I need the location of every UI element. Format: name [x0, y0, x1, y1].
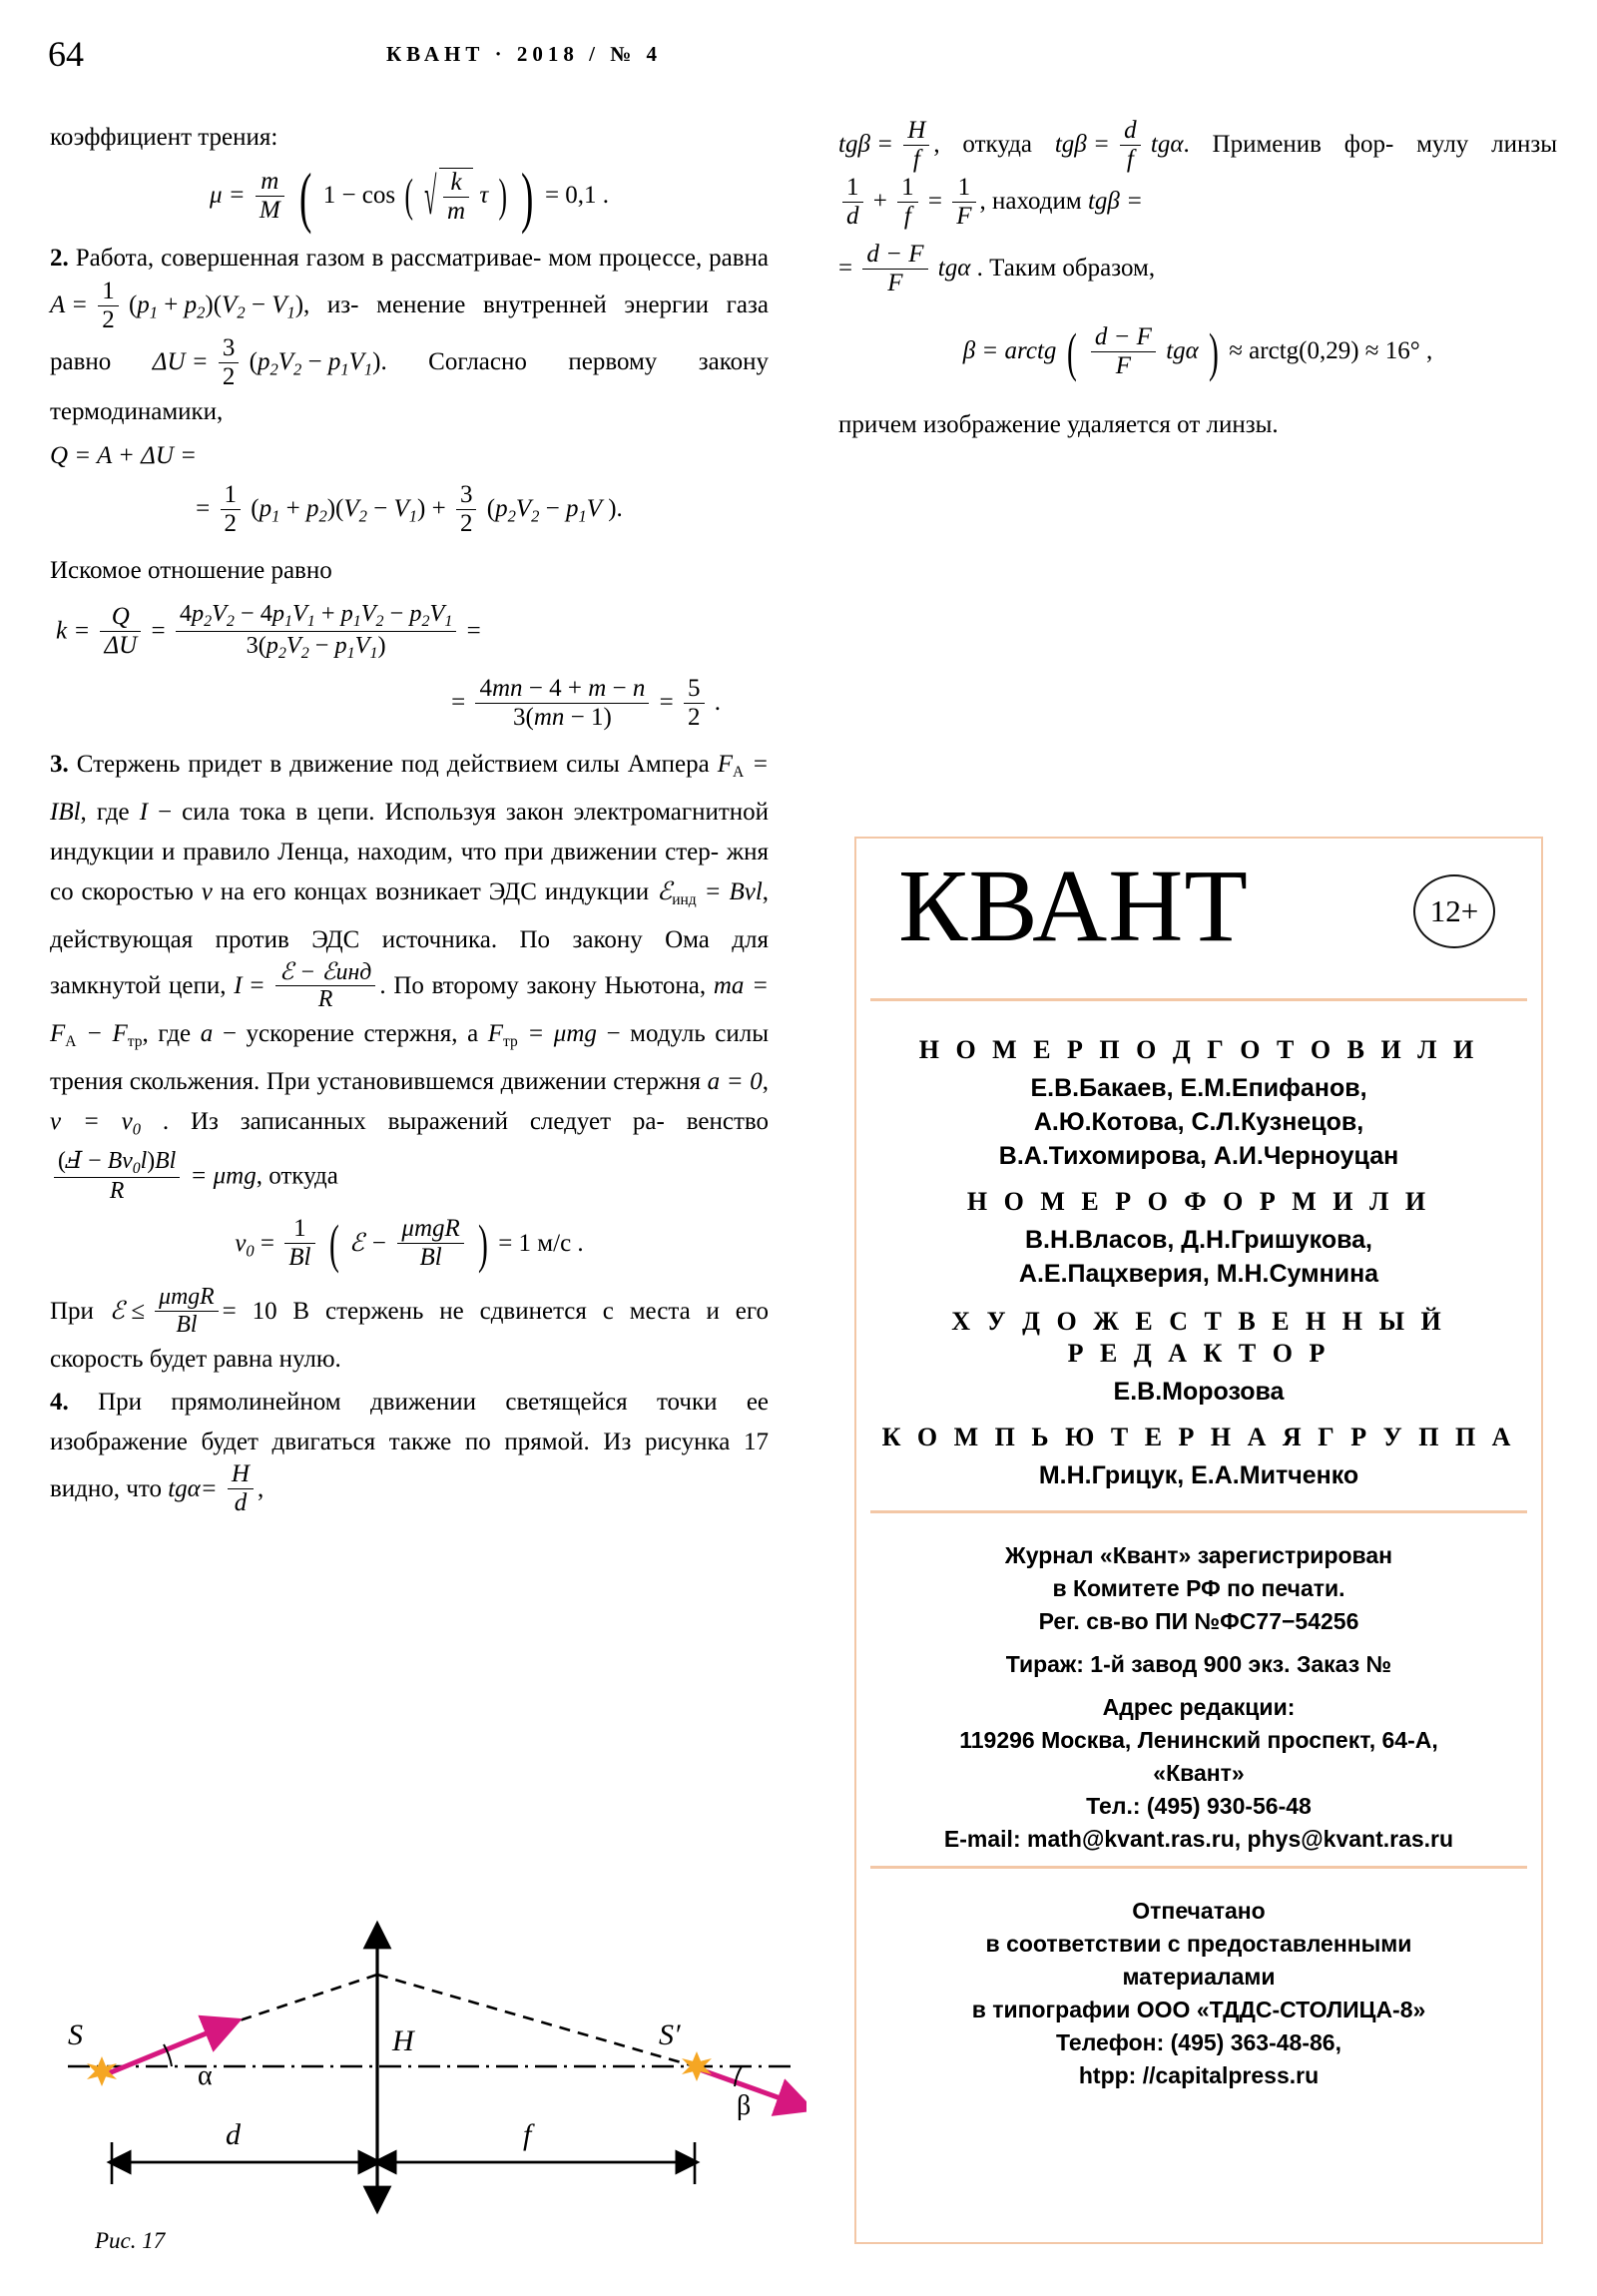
problem-3-text-f: правило Ленца, находим, что при движении стер-	[183, 838, 720, 865]
eq-v0-result: = 1 м/с .	[498, 1229, 584, 1257]
equation-k-result	[50, 676, 721, 733]
paren-close-inner-icon: )	[498, 171, 507, 223]
eq-tg-beta2-lead: tgβ =	[1054, 131, 1110, 159]
eq-v0-subscript: 0	[246, 1241, 255, 1260]
eq-mu-m: m	[261, 167, 279, 195]
running-head: КВАНТ · 2018 / № 4	[385, 42, 663, 66]
eq-lens-plus: +	[872, 188, 887, 216]
problem-4-text-b: точки ее изображение будет двигаться также по	[50, 1388, 770, 1455]
label-S-prime: S′	[659, 2018, 681, 2051]
intro-line: коэффициент трения:	[50, 124, 278, 151]
problem-3-text-t: венство	[686, 1108, 770, 1136]
eq-k2-den: 3(mn − 1)	[475, 703, 649, 732]
eq-r3-tga: tgα	[937, 255, 971, 283]
eq-A-inline	[50, 279, 303, 335]
problem-3-text-p: − модуль силы трения скольжения.	[50, 1020, 770, 1096]
eq-k-lead: k =	[56, 617, 91, 645]
printing-line: Отпечатано	[1132, 1898, 1266, 1924]
eq-a-zero: a = 0	[707, 1068, 763, 1096]
address-line: 119296 Москва, Ленинский проспект, 64-А,	[959, 1727, 1438, 1753]
eq-v0-num2: μmgR	[401, 1215, 460, 1242]
symbol-a: a	[200, 1020, 214, 1048]
eq-k2-eq2: =	[659, 689, 674, 717]
eq-k-dU: ΔU	[100, 631, 141, 660]
eq-v0-den2: Bl	[397, 1243, 463, 1272]
paren-open-arctg-icon: (	[1066, 321, 1077, 382]
problem-2-text-a: Работа, совершенная газом в рассматривае-	[75, 245, 542, 272]
divider-top	[870, 998, 1527, 1001]
problem-3-text-d: − сила тока в цепи.	[158, 798, 375, 826]
eq-A-num: 1	[102, 277, 115, 304]
eq-beta-den: F	[1091, 351, 1156, 380]
problem-2-text-d: . Согласно первому закону	[380, 348, 770, 376]
problem-2-text-b: мом процессе, равна	[548, 245, 770, 272]
email-line: E-mail: math@kvant.ras.ru, phys@kvant.ras.ru	[943, 1826, 1454, 1852]
eq-k2-num: 4mn − 4 + m − n	[479, 674, 646, 702]
prepared-heading: Н О М Е Р П О Д Г О Т О В И Л И	[918, 1035, 1479, 1064]
eq-dU-lead: ΔU =	[152, 348, 209, 376]
paren-close-arctg-icon: )	[1209, 321, 1219, 382]
age-rating-badge: 12+	[1413, 874, 1495, 948]
eq-lens-n3: 1	[957, 173, 971, 201]
address-block	[872, 1724, 1525, 1790]
eq-emf-body: = Bvl	[704, 877, 763, 905]
eq-mu-mm: m	[443, 197, 469, 226]
eq-dU-num: 3	[222, 333, 236, 361]
problem-3-text-o: − ускорение стержня, а	[222, 1020, 479, 1048]
printing-block	[872, 1895, 1525, 2092]
problem-3-text-i: ЭДС индукции	[488, 877, 650, 905]
eq-tg-beta-lead: tgβ =	[838, 131, 894, 159]
eq-mu-lead: μ =	[209, 182, 246, 210]
condition-text-a: При	[50, 1297, 94, 1325]
eq-v-v0: v = v	[50, 1108, 133, 1136]
eq-Q2-body1: $(p_1 + p_2)(V_2 - V_1)$ +	[251, 495, 446, 526]
paren-close-v0-icon: )	[478, 1214, 488, 1275]
eq-tg-beta-den: f	[903, 145, 929, 174]
condition-text-b: = 10 В стержень не сдвинется с	[222, 1297, 614, 1325]
right-text-b: . Применив фор-	[1183, 131, 1394, 159]
printing-section	[856, 1883, 1541, 2102]
optics-diagram-svg	[48, 1897, 806, 2226]
equation-beta-arctg	[838, 321, 1557, 382]
eq-Q2-num2: 3	[459, 480, 473, 508]
problem-3-comma: ,	[762, 1068, 769, 1096]
eq-lens-d2: f	[897, 202, 918, 231]
divider-middle	[870, 1510, 1527, 1513]
eq-v0-num: 1	[293, 1215, 306, 1242]
eq-ma-sub2: тр	[127, 1033, 143, 1051]
eq-FA-sub: A	[733, 763, 745, 781]
problem-3-text-q: При установившемся движении стержня	[266, 1068, 702, 1096]
figure-caption: Рис. 17	[95, 2228, 166, 2253]
problem-2-number: 2.	[50, 245, 69, 272]
eq-r3-num: d − F	[866, 240, 924, 268]
eq-balance-rhs: = μmg	[190, 1162, 257, 1190]
problem-3-text-a: Стержень придет в движение под действием	[76, 751, 559, 779]
ratio-lead: Искомое отношение равно	[50, 557, 332, 584]
designed-heading: Н О М Е Р О Ф О Р М И Л И	[966, 1187, 1431, 1216]
eq-tg-alpha-den: d	[228, 1488, 254, 1517]
eq-FA-body: = IBl	[50, 751, 770, 826]
equation-mu	[50, 159, 769, 235]
eq-Q2-den2: 2	[456, 509, 477, 538]
label-alpha: α	[198, 2060, 213, 2091]
masthead	[856, 851, 1541, 998]
eq-k2-res-den: 2	[684, 703, 705, 732]
problem-2-text-e: термодинамики,	[50, 398, 224, 425]
page-number: 64	[48, 34, 84, 74]
prepared-names	[872, 1071, 1525, 1173]
credits-section	[856, 1015, 1541, 1510]
eq-mu-M: M	[256, 196, 284, 225]
prepared-name-line: Е.В.Бакаев, Е.М.Епифанов,	[1030, 1074, 1367, 1102]
problem-3-number: 3.	[50, 751, 69, 779]
eq-Q2-eqsign: =	[196, 495, 211, 523]
symbol-I: I	[139, 798, 149, 826]
right-paragraph-1	[838, 118, 1557, 232]
page-header	[0, 34, 1597, 74]
condition-paragraph	[50, 1286, 769, 1380]
eq-tg-beta2-inline	[1055, 118, 1184, 175]
printing-line: материалами	[1122, 1964, 1276, 1990]
registration-section	[856, 1527, 1541, 1866]
problem-2-tail: , из-	[303, 291, 359, 319]
label-S: S	[68, 2018, 83, 2051]
equation-tgbeta-result	[838, 242, 1557, 298]
eq-Q-lead: Q = A + ΔU =	[50, 442, 198, 469]
right-text-d: , находим	[979, 188, 1082, 216]
eq-lens-n1: 1	[846, 173, 859, 201]
eq-condition-inline	[110, 1286, 223, 1340]
prepared-name-line: А.Ю.Котова, С.Л.Кузнецов,	[1033, 1108, 1364, 1136]
colophon-box	[854, 837, 1543, 2244]
eq-beta-num: d − F	[1094, 322, 1152, 350]
problem-3-text-n: , где	[142, 1020, 192, 1048]
eq-k2-eqsign: =	[451, 689, 466, 717]
eq-A-lead: A =	[50, 291, 88, 319]
problem-4-comma: ,	[257, 1474, 265, 1502]
art-editor-heading-1: Х У Д О Ж Е С Т В Е Н Н Ы Й	[951, 1307, 1446, 1336]
computer-group-names: М.Н.Грицук, Е.А.Митченко	[1038, 1461, 1359, 1489]
problem-3-text-s: . Из записанных выражений следует ра-	[162, 1108, 665, 1136]
eq-balance-num: (Ⅎ − $Bv_0l)Bl$	[58, 1147, 177, 1177]
problem-4-text-a: При прямолинейном движении светящейся	[98, 1388, 628, 1416]
address-heading: Адрес редакции:	[1102, 1694, 1296, 1720]
eq-Ftr-body: = μmg	[527, 1020, 597, 1048]
equation-Q-expanded	[50, 482, 769, 539]
paren-open-icon: (	[299, 159, 312, 235]
designed-name-line: В.Н.Власов, Д.Н.Гришукова,	[1025, 1226, 1372, 1254]
paren-close-icon: )	[521, 159, 534, 235]
problem-4-text-c: прямой. Из рисунка 17 видно, что	[50, 1428, 770, 1502]
problem-3-text-g: жня со скоростью	[50, 838, 769, 905]
eq-balance-inline	[50, 1149, 257, 1206]
problem-3-text-j: , действующая против	[50, 877, 770, 953]
ray-refracted-dashed	[377, 1975, 695, 2066]
eq-lens-d1: d	[842, 202, 863, 231]
registration-line: Журнал «Квант» зарегистрирован	[1004, 1542, 1393, 1568]
eq-dU-body: $(p_2V_2 - p_1V_1)$	[249, 348, 381, 379]
ray-incident-dashed	[228, 1975, 377, 2024]
eq-v0-den: Bl	[284, 1243, 314, 1272]
eq-lens-d3: F	[952, 202, 975, 231]
equation-v0	[50, 1214, 769, 1275]
problem-3-text-k: ЭДС источника. По закону Ома для замкнутой	[50, 925, 770, 999]
problem-3-paragraph	[50, 745, 769, 1206]
divider-bottom	[870, 1866, 1527, 1869]
label-d: d	[226, 2118, 241, 2151]
equation-Q	[50, 442, 769, 470]
eq-lens-eqsign: =	[927, 188, 942, 216]
designed-names	[872, 1223, 1525, 1291]
eq-I-lead: I =	[234, 971, 266, 999]
eq-k-Q: Q	[111, 602, 130, 630]
circulation-line: Тираж: 1-й завод 900 экз. Заказ №	[1005, 1651, 1392, 1677]
problem-2-paragraph	[50, 239, 769, 432]
eq-condition-den: Bl	[155, 1311, 218, 1339]
eq-A-body: $(p_1 + p_2)(V_2 - V_1)$	[128, 291, 304, 322]
eq-tg-beta-num: H	[907, 116, 926, 144]
problem-3-text-c: , где	[80, 798, 130, 826]
eq-dU-inline	[153, 335, 381, 392]
problem-3-text-h: на его концах возникает	[220, 877, 481, 905]
art-editor-name: Е.В.Морозова	[1113, 1378, 1285, 1406]
eq-I-inline	[234, 960, 379, 1014]
eq-tg-beta2-tga: tgα	[1150, 131, 1184, 159]
eq-I-den: R	[275, 985, 375, 1013]
problem-3-text-e: Используя закон электромагнитной индукции и	[50, 798, 770, 865]
condition-text-c: места и его скорость будет равна нулю.	[50, 1297, 769, 1373]
eq-tg-alpha-inline	[168, 1462, 258, 1519]
printing-line: в типографии ООО «ТДДС-СТОЛИЦА-8»	[971, 1997, 1426, 2022]
eq-ma-sub: A	[65, 1033, 77, 1051]
eq-tg-alpha-lead: tgα=	[168, 1474, 218, 1502]
registration-line: в Комитете РФ по печати.	[1052, 1575, 1345, 1601]
eq-condition-lead: ℰ ≤	[109, 1297, 145, 1325]
kvant-logo: КВАНТ	[898, 849, 1249, 963]
computer-group-heading: К О М П Ь Ю Т Е Р Н А Я Г Р У П П А	[881, 1423, 1516, 1451]
problem-4-number: 4.	[50, 1388, 69, 1416]
eq-dU-den: 2	[219, 362, 240, 391]
eq-ma-lead: ma = F	[50, 971, 770, 1048]
phone-line: Тел.: (495) 930-56-48	[1086, 1793, 1312, 1819]
problem-4-paragraph	[50, 1383, 769, 1519]
address-line: «Квант»	[1153, 1760, 1245, 1786]
symbol-emf: ℰ	[657, 877, 673, 905]
eq-k-eqsign: =	[151, 617, 166, 645]
eq-mu-result: = 0,1 .	[544, 182, 610, 210]
eq-k-num: $4p_2V_2 - 4p_1V_1 + p_1V_2 - p_2V_1$	[179, 599, 453, 630]
right-tgbeta-tail: tgβ =	[1087, 188, 1144, 216]
eq-v0-emf: ℰ −	[348, 1229, 388, 1257]
eq-Ftr-sub: тр	[503, 1033, 518, 1051]
eq-condition-num: μmgR	[159, 1284, 215, 1311]
eq-lens-inline	[838, 175, 980, 232]
eq-k2-period: .	[714, 689, 721, 717]
designed-name-line: А.Е.Пацхверия, М.Н.Сумнина	[1018, 1260, 1379, 1288]
right-column	[838, 118, 1557, 448]
art-editor-heading-2: Р Е Д А К Т О Р	[1067, 1339, 1331, 1368]
eq-tg-alpha-num: H	[231, 1460, 250, 1488]
symbol-v: v	[201, 877, 213, 905]
printing-url: htpp: //capitalpress.ru	[1078, 2062, 1320, 2088]
sqrt-icon	[423, 168, 473, 227]
left-column	[50, 118, 769, 1522]
eq-v0-eqsign: =	[260, 1229, 275, 1257]
eq-mu-cos: 1 − cos	[322, 182, 396, 210]
figure-17	[48, 1897, 806, 2226]
eq-beta-result: ≈ arctg(0,29) ≈ 16° ,	[1229, 337, 1433, 365]
eq-tg-beta2-den: f	[1120, 145, 1141, 174]
equation-k	[56, 601, 769, 664]
image-velocity-arrow	[697, 2068, 806, 2108]
label-H: H	[392, 2024, 414, 2057]
eq-k-den: $3(p_2V_2 - p_1V_1)$	[176, 631, 457, 663]
prepared-name-line: В.А.Тихомирова, А.И.Черноуцан	[998, 1142, 1399, 1170]
label-beta: β	[737, 2090, 752, 2121]
eq-beta-lead: β = arctg	[962, 337, 1057, 365]
registration-line: Рег. св-во ПИ №ФС77−54256	[1038, 1608, 1359, 1634]
eq-Ftr-lead: F	[487, 1020, 504, 1048]
right-text-c: мулу линзы	[1416, 131, 1558, 159]
eq-k2-res-num: 5	[688, 674, 701, 702]
eq-tg-beta2-num: d	[1124, 116, 1137, 144]
paren-open-v0-icon: (	[328, 1214, 339, 1275]
eq-Q2-num1: 1	[224, 480, 238, 508]
eq-r3-den: F	[862, 269, 927, 297]
eq-beta-tga: tgα	[1166, 337, 1199, 365]
eq-Q2-den1: 2	[221, 509, 242, 538]
problem-3-text-u: , откуда	[256, 1162, 338, 1190]
eq-v0-sub: 0	[132, 1119, 142, 1139]
problem-3-text-b: силы Ампера	[566, 751, 710, 779]
eq-Q2-body2: ($p_2V_2 - p_1V$ ).	[486, 495, 623, 526]
right-text-a: , откуда	[933, 131, 1033, 159]
problem-2-text-c: менение внутренней энергии газа равно	[50, 291, 769, 376]
eq-r3-eqsign: =	[838, 255, 853, 283]
eq-I-num: ℰ − ℰинд	[278, 958, 372, 985]
label-f: f	[523, 2118, 532, 2151]
eq-lens-n2: 1	[901, 173, 914, 201]
eq-v0-lead: v	[235, 1229, 247, 1257]
eq-balance-den: R	[54, 1177, 180, 1205]
right-closing-line: причем изображение удаляется от линзы.	[838, 411, 1279, 438]
paren-open-inner-icon: (	[404, 171, 414, 223]
symbol-emf-sub: инд	[672, 890, 697, 908]
eq-ma-second: − F	[86, 1020, 128, 1048]
eq-FA-sym: F	[717, 751, 733, 779]
eq-tg-beta-inline	[838, 118, 933, 175]
printing-line: Телефон: (495) 363-48-86,	[1056, 2029, 1341, 2055]
eq-k-trailing: =	[466, 617, 481, 645]
right-text-e: . Таким образом,	[976, 255, 1156, 283]
problem-3-text-l: цепи,	[169, 971, 227, 999]
eq-A-den: 2	[98, 305, 119, 334]
eq-mu-tau: τ	[479, 182, 489, 210]
registration-block	[872, 1539, 1525, 1638]
printing-line: в соответствии с предоставленными	[985, 1931, 1412, 1957]
problem-3-text-m: . По второму закону Ньютона,	[379, 971, 707, 999]
eq-mu-k: √ k	[450, 168, 462, 196]
